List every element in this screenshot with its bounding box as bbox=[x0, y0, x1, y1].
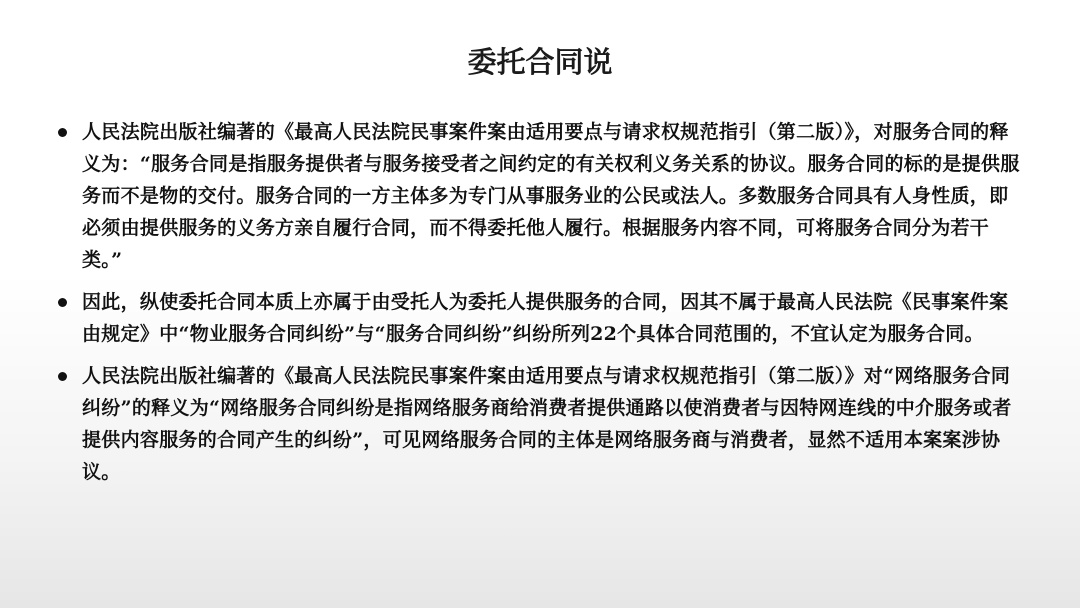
bullet-item bbox=[58, 360, 1020, 488]
bullet-text: 人民法院出版社编著的《最高人民法院民事案件案由适用要点与请求权规范指引（第二版）》，对服务合同的释义为：“服务合同是指服务提供者与服务接受者之间约定的有关权利义务关系的协议。服务合同的标的是提供服务而不是物的交付。服务合同的一方主体多为专门从事服务业的公民或法人。多数服务合同具有人身性质，即必须由提供服务的义务方亲自履行合同，而不得委托他人履行。根据服务内容不同，可将服务合同分为若干类。” bbox=[82, 121, 1020, 271]
bullet-list bbox=[58, 116, 1020, 498]
bullet-text: 人民法院出版社编著的《最高人民法院民事案件案由适用要点与请求权规范指引（第二版）》对“网络服务合同纠纷”的释义为“网络服务合同纠纷是指网络服务商给消费者提供通路以使消费者与因特网连线的中介服务或者提供内容服务的合同产生的纠纷”，可见网络服务合同的主体是网络服务商与消费者，显然不适用本案案涉协议。 bbox=[82, 365, 1012, 483]
bullet-item bbox=[58, 116, 1020, 276]
bullet-text: 因此，纵使委托合同本质上亦属于由受托人为委托人提供服务的合同，因其不属于最高人民法院《民事案件案由规定》中“物业服务合同纠纷”与“服务合同纠纷”纠纷所列22个具体合同范围的，不宜认定为服务合同。 bbox=[82, 291, 1009, 345]
slide-title: 委托合同说 bbox=[467, 45, 613, 79]
bullet-dot-icon bbox=[58, 372, 67, 381]
bullet-dot-icon bbox=[58, 298, 67, 307]
bullet-item bbox=[58, 286, 1020, 350]
bullet-dot-icon bbox=[58, 128, 67, 137]
